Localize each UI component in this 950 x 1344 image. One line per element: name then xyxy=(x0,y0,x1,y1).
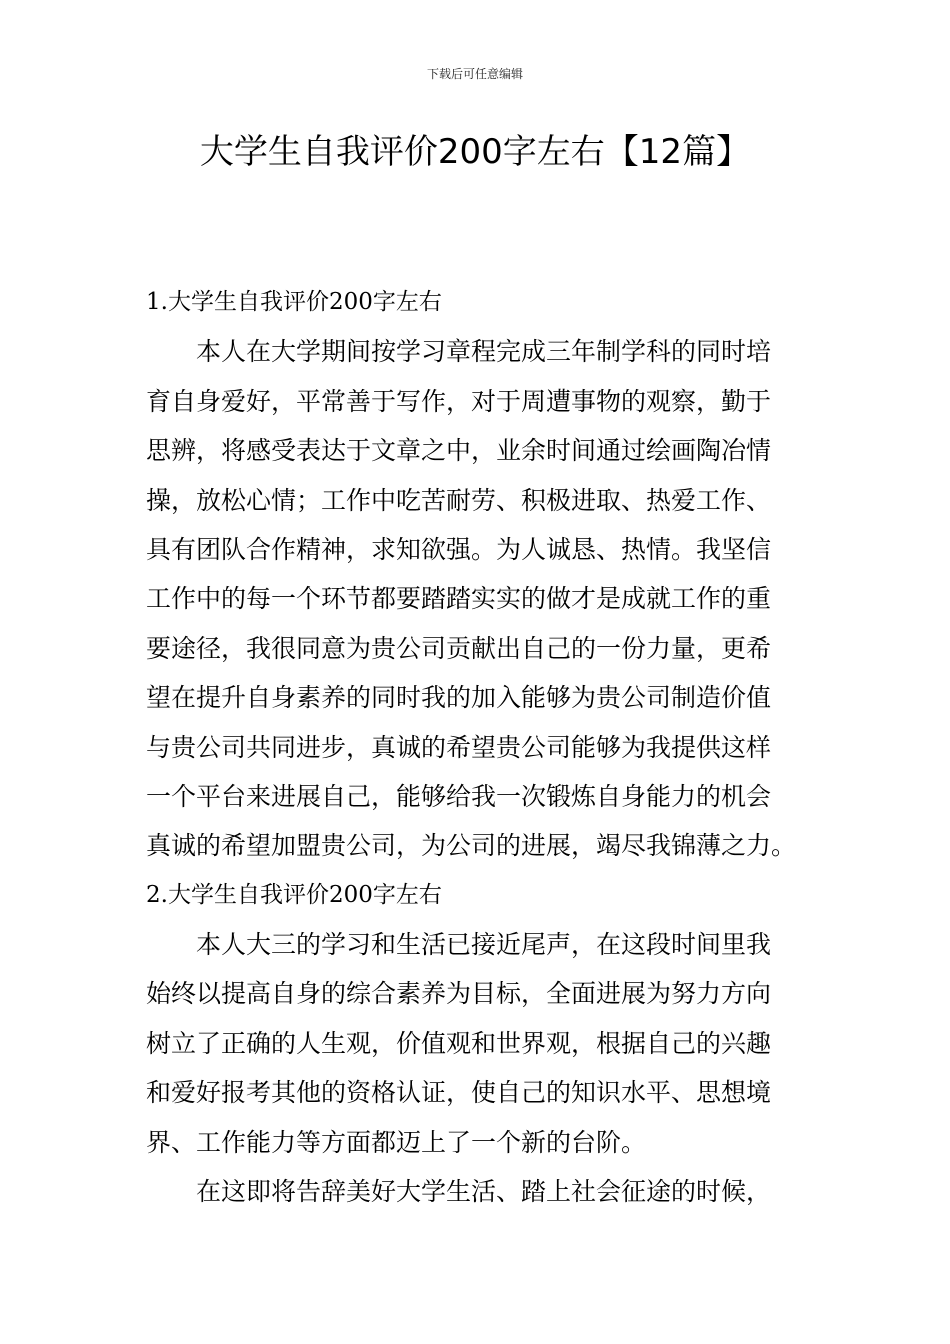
document-title: 大学生自我评价200字左右【12篇】 xyxy=(199,132,751,172)
paragraph-line: 工作中的每一个环节都要踏踏实实的做才是成就工作的重 xyxy=(146,584,772,614)
paragraph-line: 本人在大学期间按学习章程完成三年制学科的同时培 xyxy=(146,337,772,367)
page-header-note: 下载后可任意编辑 xyxy=(426,67,523,81)
paragraph-line: 一个平台来进展自己，能够给我一次锻炼自身能力的机会 xyxy=(146,781,772,811)
paragraph-line: 树立了正确的人生观，价值观和世界观，根据自己的兴趣 xyxy=(146,1028,772,1058)
paragraph-line: 本人大三的学习和生活已接近尾声，在这段时间里我 xyxy=(146,930,772,960)
section-heading-2: 2.大学生自我评价200字左右 xyxy=(146,881,442,908)
paragraph-line: 望在提升自身素养的同时我的加入能够为贵公司制造价值 xyxy=(146,683,772,713)
paragraph-line: 与贵公司共同进步，真诚的希望贵公司能够为我提供这样 xyxy=(146,732,772,762)
paragraph-line: 和爱好报考其他的资格认证，使自己的知识水平、思想境 xyxy=(146,1078,772,1108)
paragraph-line: 在这即将告辞美好大学生活、踏上社会征途的时候， xyxy=(146,1177,772,1207)
paragraph-line: 始终以提高自身的综合素养为目标，全面进展为努力方向 xyxy=(146,979,772,1009)
document-body xyxy=(146,278,810,1216)
section-heading-1: 1.大学生自我评价200字左右 xyxy=(146,289,442,315)
paragraph-line: 真诚的希望加盟贵公司，为公司的进展，竭尽我锦薄之力。 xyxy=(146,831,797,861)
paragraph-line: 界、工作能力等方面都迈上了一个新的台阶。 xyxy=(146,1127,647,1157)
paragraph-line: 思辨，将感受表达于文章之中，业余时间通过绘画陶冶情 xyxy=(146,436,772,466)
paragraph-line: 具有团队合作精神，求知欲强。为人诚恳、热情。我坚信 xyxy=(146,534,772,564)
paragraph-line: 要途径，我很同意为贵公司贡献出自己的一份力量，更希 xyxy=(146,633,772,663)
paragraph-line: 操，放松心情；工作中吃苦耐劳、积极进取、热爱工作、 xyxy=(146,485,772,515)
paragraph-line: 育自身爱好，平常善于写作，对于周遭事物的观察，勤于 xyxy=(146,386,772,416)
